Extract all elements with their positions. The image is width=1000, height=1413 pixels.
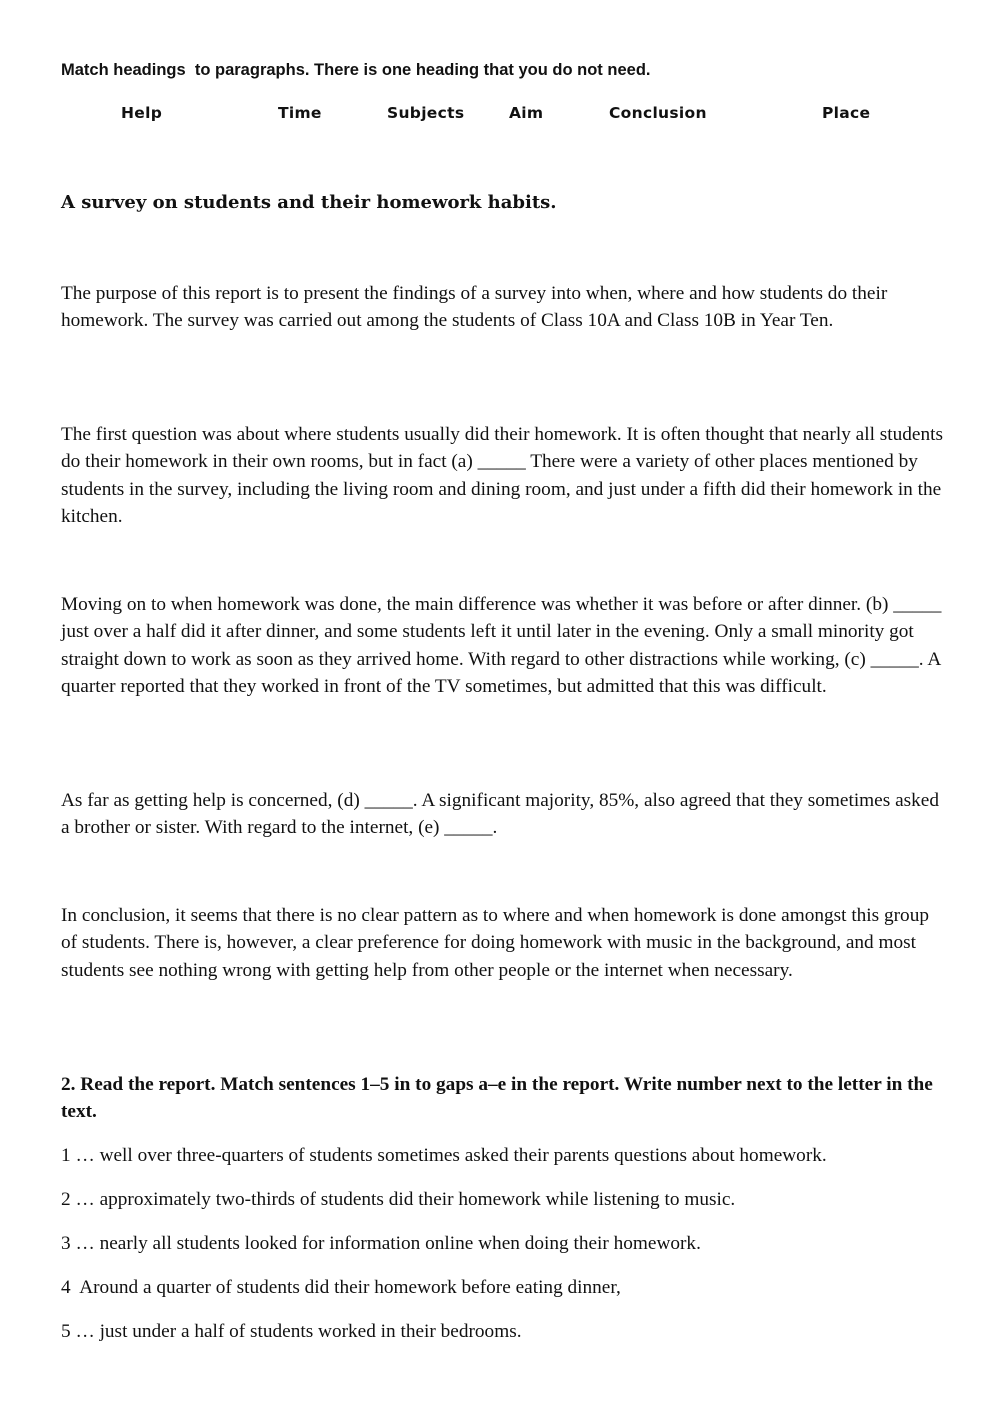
heading-option-time: Time [278, 104, 322, 122]
heading-option-aim: Aim [509, 104, 544, 122]
paragraph-4: As far as getting help is concerned, (d) _____. A significant majority, 85%, also agreed that they sometimes asked a brother or sister. With regard to the internet, (e) _____. [61, 790, 939, 839]
heading-option-place: Place [822, 104, 871, 122]
paragraph-3: Moving on to when homework was done, the main difference was whether it was before or after dinner. (b) _____ just over a half did it after dinner, and some students left it until later in the evening. Only a small minority got straight down to work as soon as they arrived home. With regard to other distractions while working, (c) _____. A quarter reported that they worked in front of the TV sometimes, but admitted that this was difficult. [61, 594, 942, 697]
paragraph-5: In conclusion, it seems that there is no clear pattern as to where and when homework is done amongst this group of students. There is, however, a clear preference for doing homework with music in the background, and most students see nothing wrong with getting help from other people or the internet when necessary. [61, 905, 929, 981]
sentence-item: 5 … just under a half of students worked in their bedrooms. [61, 1321, 522, 1342]
matching-instruction: Match headings to paragraphs. There is one heading that you do not need. [61, 61, 651, 79]
heading-option-conclusion: Conclusion [609, 104, 707, 122]
sentence-item: 3 … nearly all students looked for information online when doing their homework. [61, 1233, 701, 1254]
heading-option-subjects: Subjects [387, 104, 465, 122]
sentence-item: 4 Around a quarter of students did their homework before eating dinner, [61, 1277, 621, 1298]
paragraph-2: The first question was about where students usually did their homework. It is often thought that nearly all students do their homework in their own rooms, but in fact (a) _____ There were a variety of other places mentioned by students in the survey, including the living room and dining room, and just under a fifth did their homework in the kitchen. [61, 424, 943, 527]
paragraph-1: The purpose of this report is to present the findings of a survey into when, where and how students do their homework. The survey was carried out among the students of Class 10A and Class 10B in Year Ten. [61, 283, 888, 332]
report-title: A survey on students and their homework habits. [61, 192, 557, 213]
sentence-item: 1 … well over three-quarters of students sometimes asked their parents questions about homework. [61, 1145, 827, 1166]
sentence-item: 2 … approximately two-thirds of students did their homework while listening to music. [61, 1189, 736, 1210]
task2-instruction: 2. Read the report. Match sentences 1–5 in to gaps a–e in the report. Write number next to the letter in the text. [61, 1074, 933, 1122]
heading-option-help: Help [121, 104, 163, 122]
